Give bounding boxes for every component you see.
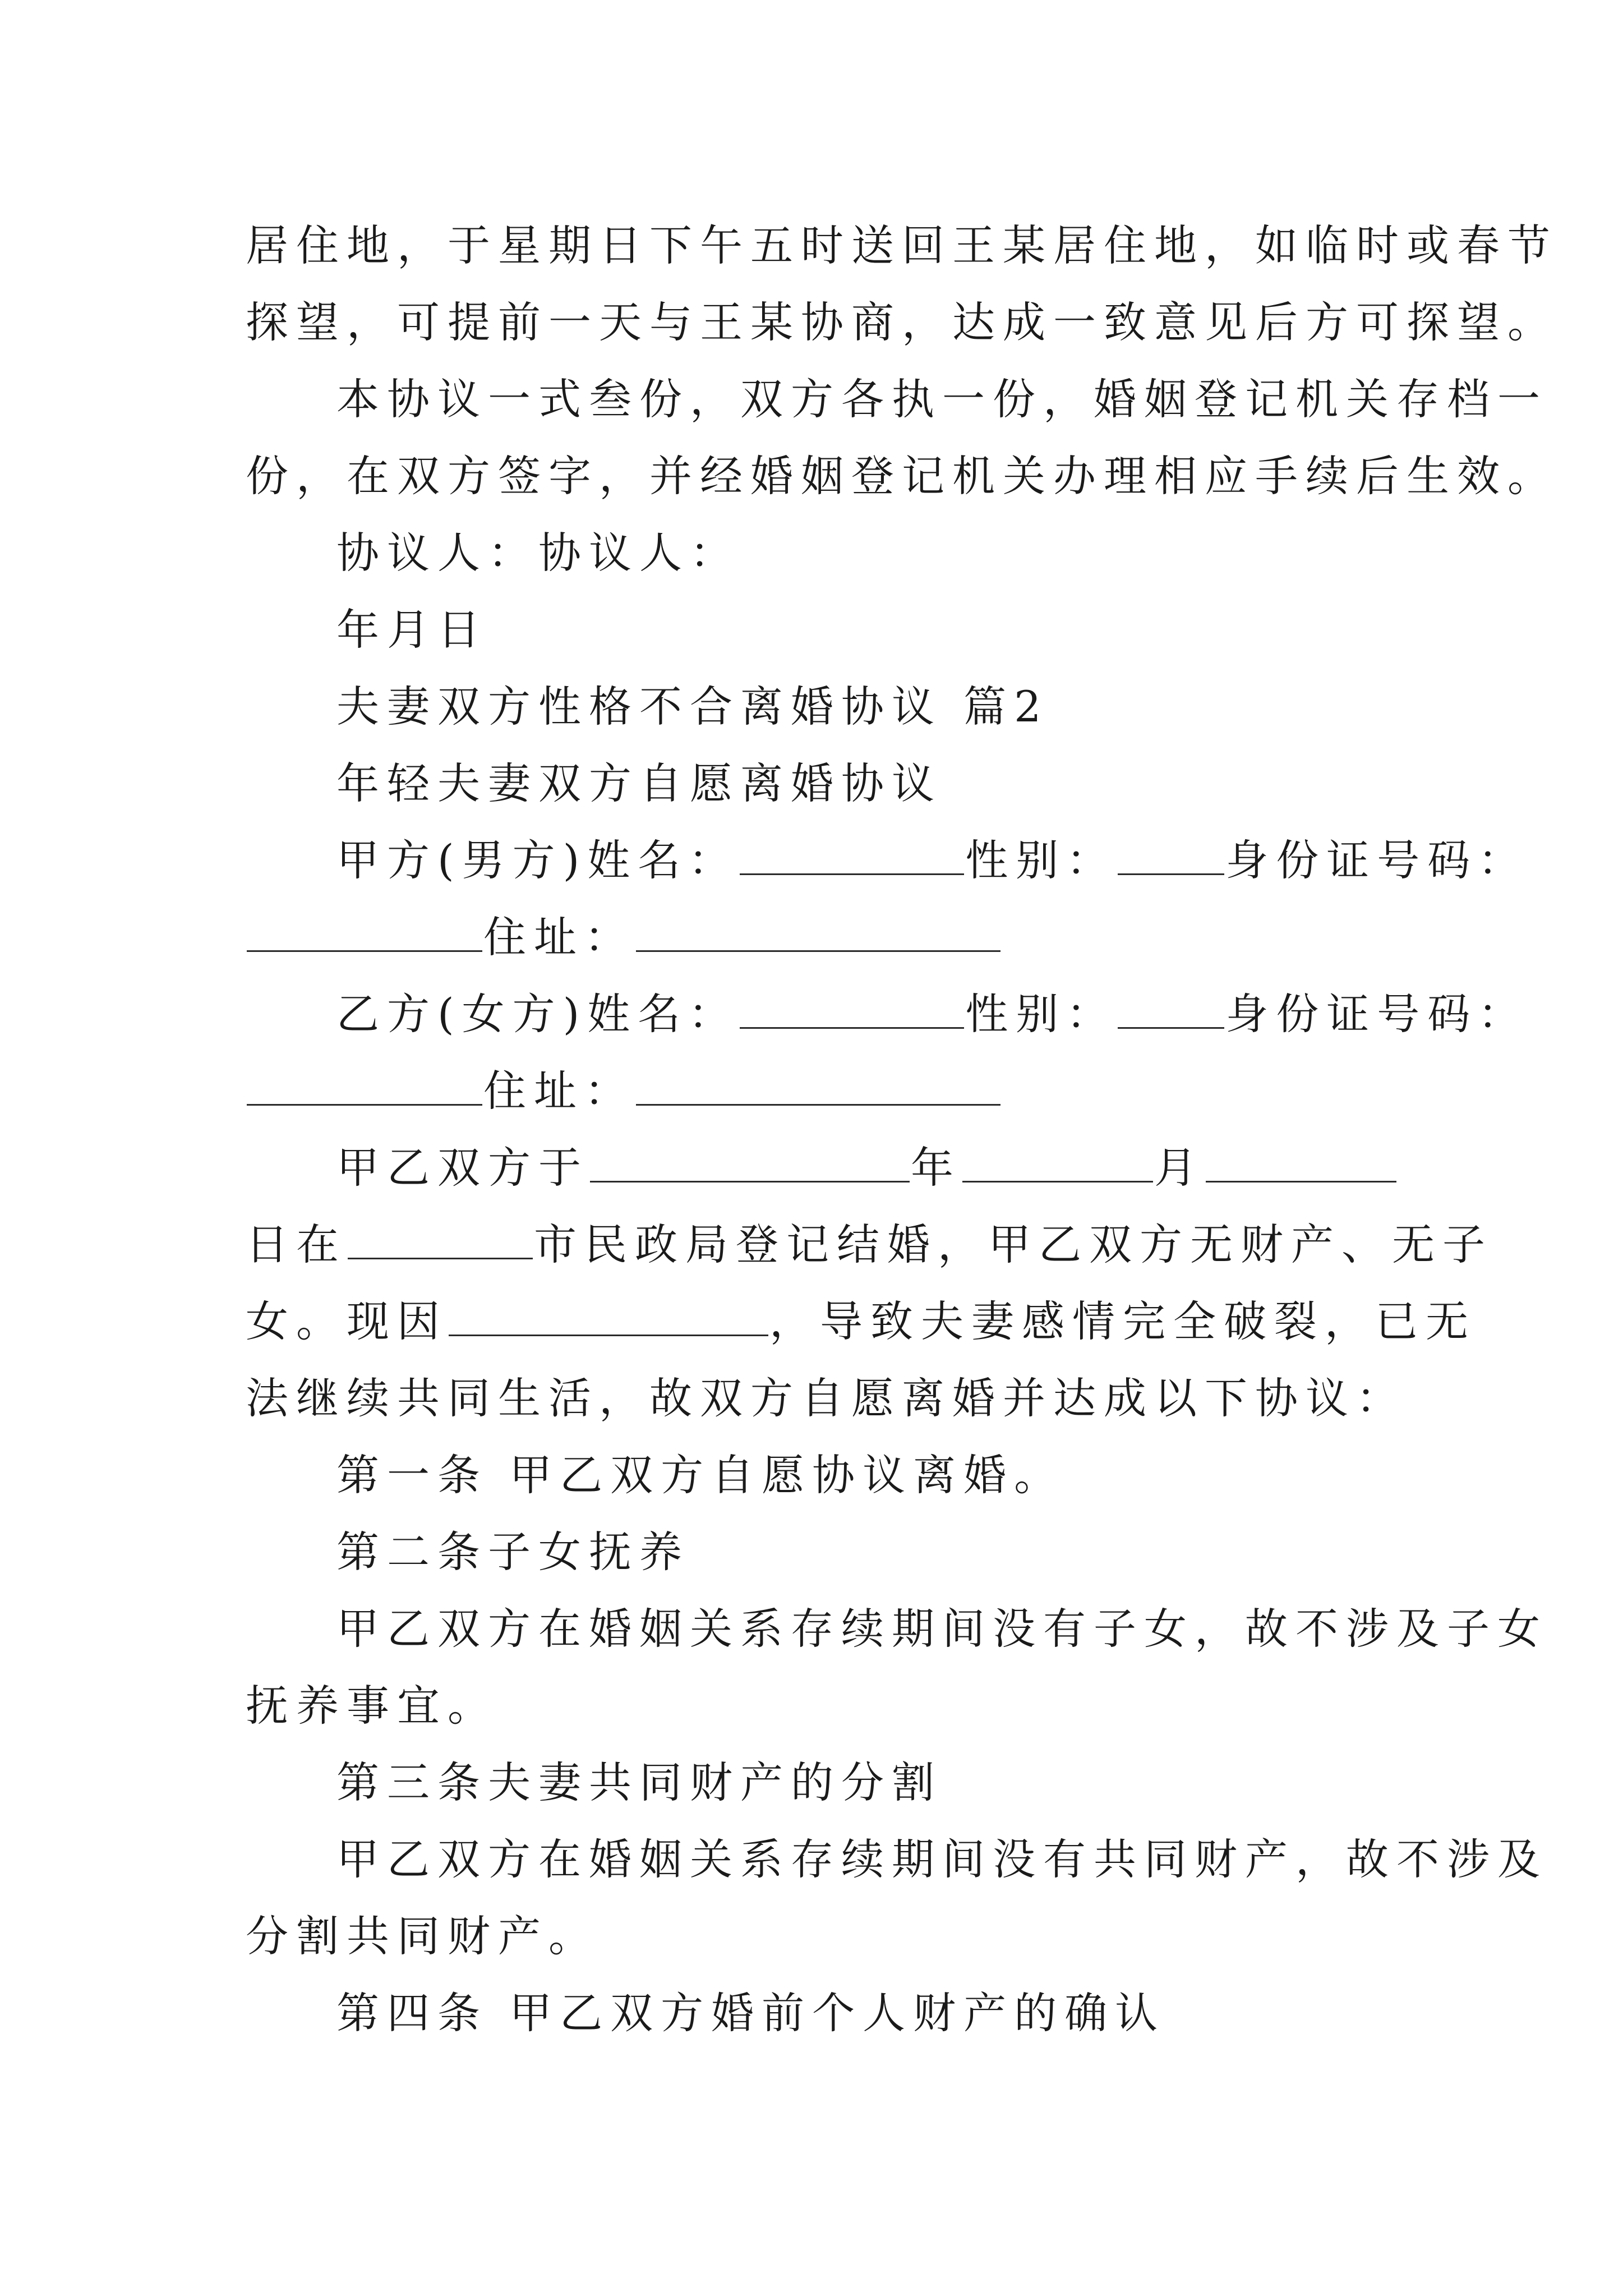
date-line: 年月日 (336, 605, 488, 655)
day-blank[interactable] (1206, 1146, 1396, 1182)
party-b-address-line (246, 1066, 1002, 1116)
paragraph-line: 分割共同财产。 (246, 1911, 599, 1961)
reason-line (246, 1296, 1476, 1347)
year-blank[interactable] (590, 1146, 910, 1182)
article-heading: 第一条 甲乙双方自愿协议离婚。 (336, 1450, 1065, 1500)
reason-suffix: ，导致夫妻感情完全破裂，已无 (769, 1296, 1476, 1346)
article-heading: 第二条子女抚养 (336, 1527, 690, 1577)
section-heading: 夫妻双方性格不合离婚协议 篇2 (336, 682, 1049, 731)
party-a-line (336, 835, 1528, 886)
marriage-date-line (336, 1143, 1398, 1193)
party-b-gender-blank[interactable] (1118, 992, 1224, 1029)
registry-line (246, 1220, 1493, 1270)
party-a-name-label: 甲方(男方)姓名： (336, 835, 739, 885)
month-blank[interactable] (962, 1146, 1153, 1182)
party-b-name-blank[interactable] (740, 992, 964, 1029)
paragraph-line: 居住地，于星期日下午五时送回王某居住地，如临时或春节 (246, 220, 1558, 270)
party-a-name-blank[interactable] (740, 839, 964, 875)
party-a-id-blank[interactable] (247, 915, 482, 952)
party-b-line (336, 989, 1528, 1039)
article-heading: 第三条夫妻共同财产的分割 (336, 1757, 942, 1807)
paragraph-line: 探望，可提前一天与王某协商，达成一致意见后方可探望。 (246, 297, 1558, 347)
marriage-prefix: 甲乙双方于 (336, 1143, 589, 1193)
paragraph-line: 抚养事宜。 (246, 1681, 498, 1731)
address-label: 住址： (483, 1066, 635, 1116)
id-number-label: 身份证号码： (1225, 989, 1529, 1039)
reason-prefix: 女。现因 (246, 1296, 448, 1346)
party-a-address-blank[interactable] (636, 915, 1000, 952)
party-b-id-blank[interactable] (247, 1069, 482, 1106)
day-in-label: 日在 (246, 1220, 347, 1269)
year-label: 年 (911, 1143, 961, 1193)
party-b-address-blank[interactable] (636, 1069, 1000, 1106)
article-heading: 第四条 甲乙双方婚前个人财产的确认 (336, 1988, 1166, 2038)
month-label: 月 (1154, 1143, 1205, 1193)
continue-line: 法继续共同生活，故双方自愿离婚并达成以下协议： (246, 1373, 1407, 1423)
city-blank[interactable] (348, 1223, 533, 1259)
paragraph-line: 份，在双方签字，并经婚姻登记机关办理相应手续后生效。 (246, 451, 1558, 501)
party-b-name-label: 乙方(女方)姓名： (336, 989, 739, 1039)
party-a-gender-blank[interactable] (1118, 839, 1224, 875)
registry-text: 市民政局登记结婚，甲乙双方无财产、无子 (534, 1220, 1493, 1269)
id-number-label: 身份证号码： (1225, 835, 1529, 885)
reason-blank[interactable] (449, 1300, 768, 1336)
gender-label: 性别： (965, 989, 1117, 1039)
paragraph-line: 本协议一式叁份，双方各执一份，婚姻登记机关存档一 (336, 374, 1548, 424)
document-title: 年轻夫妻双方自愿离婚协议 (336, 758, 942, 808)
party-a-address-line (246, 912, 1002, 963)
paragraph-line: 甲乙双方在婚姻关系存续期间没有子女，故不涉及子女 (336, 1604, 1548, 1654)
paragraph-line: 甲乙双方在婚姻关系存续期间没有共同财产，故不涉及 (336, 1834, 1548, 1884)
gender-label: 性别： (965, 835, 1117, 885)
signature-line: 协议人：协议人： (336, 528, 740, 578)
address-label: 住址： (483, 912, 635, 962)
